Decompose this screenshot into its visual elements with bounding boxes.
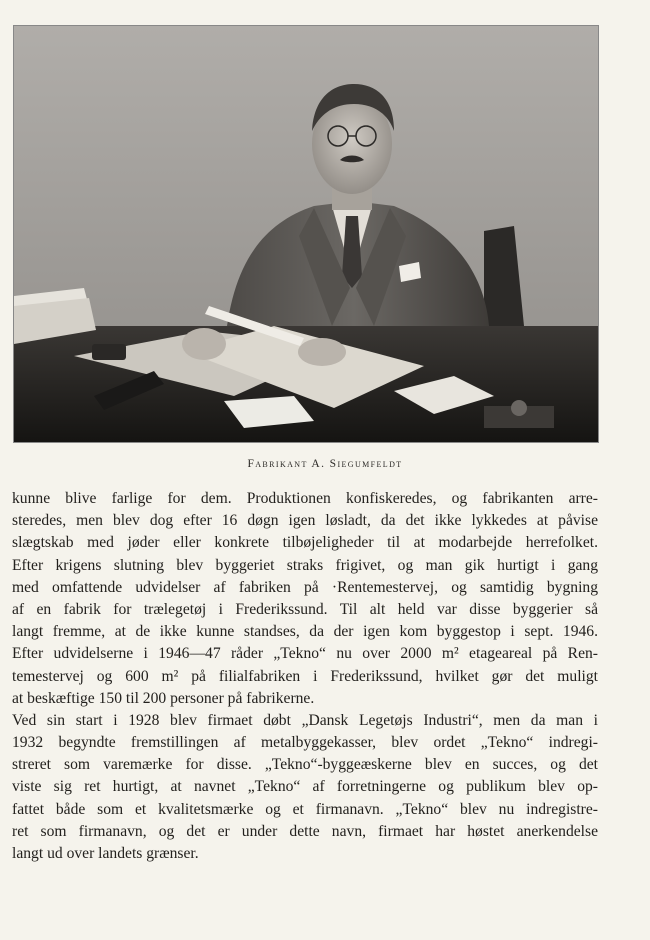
text-line: at beskæftige 150 til 200 personer på fabrikerne. [12,689,315,707]
text-line: ret som firmanavn, og det er under dette navn, firmaet har høstet anerkendelse [12,822,598,840]
text-line: kunne blive farlige for dem. Produktionen konfiskeredes, og fabrikanten arre- [12,490,598,507]
text-line: fattet både som et kvalitetsmærke og et firmanavn. „Tekno“ blev nu indregistre- [12,800,598,818]
portrait-illustration [14,26,598,442]
text-line: 1932 begyndte fremstillingen af metalbyggekasser, blev ordet „Tekno“ indregi- [12,734,598,752]
text-line: streret som varemærke for disse. „Tekno“-byggeæskerne blev en succes, og det [12,756,598,774]
text-line: viste sig ret hurtigt, at navnet „Tekno“ af forretningerne og publikum blev op- [12,778,598,796]
text-line: langt fremme, at de ikke kunne standses, da der igen kom byggestop i sept. 1946. [12,623,598,641]
portrait-photo [14,26,598,442]
text-line: slægtskab med jøder eller konkrete tilbøjeligheder til at modarbejde herrefolket. [12,534,598,552]
text-line: steredes, men blev dog efter 16 døgn igen løsladt, da det ikke lykkedes at påvise [12,512,598,530]
text-line: med omfattende udvidelser af fabriken på ·Rentemestervej, og samtidig bygning [12,578,598,596]
text-line: langt ud over landets grænser. [12,845,199,862]
text-line: af en fabrik for trælegetøj i Frederikssund. Til alt held var disse byggerier så [12,600,598,618]
text-line: Ved sin start i 1928 blev firmaet døbt „Dansk Legetøjs Industri“, men da man i [12,711,598,729]
text-line: temestervej og 600 m² på filialfabriken i Frederikssund, hvilket gør det muligt [12,667,598,685]
body-text [12,488,598,865]
text-line: Efter krigens slutning blev byggeriet straks frigivet, og man gik hurtigt i gang [12,556,598,574]
photo-caption: Fabrikant A. Siegumfeldt [247,458,403,470]
text-line: Efter udvidelserne i 1946—47 råder „Tekno“ nu over 2000 m² etageareal på Ren- [12,645,598,663]
